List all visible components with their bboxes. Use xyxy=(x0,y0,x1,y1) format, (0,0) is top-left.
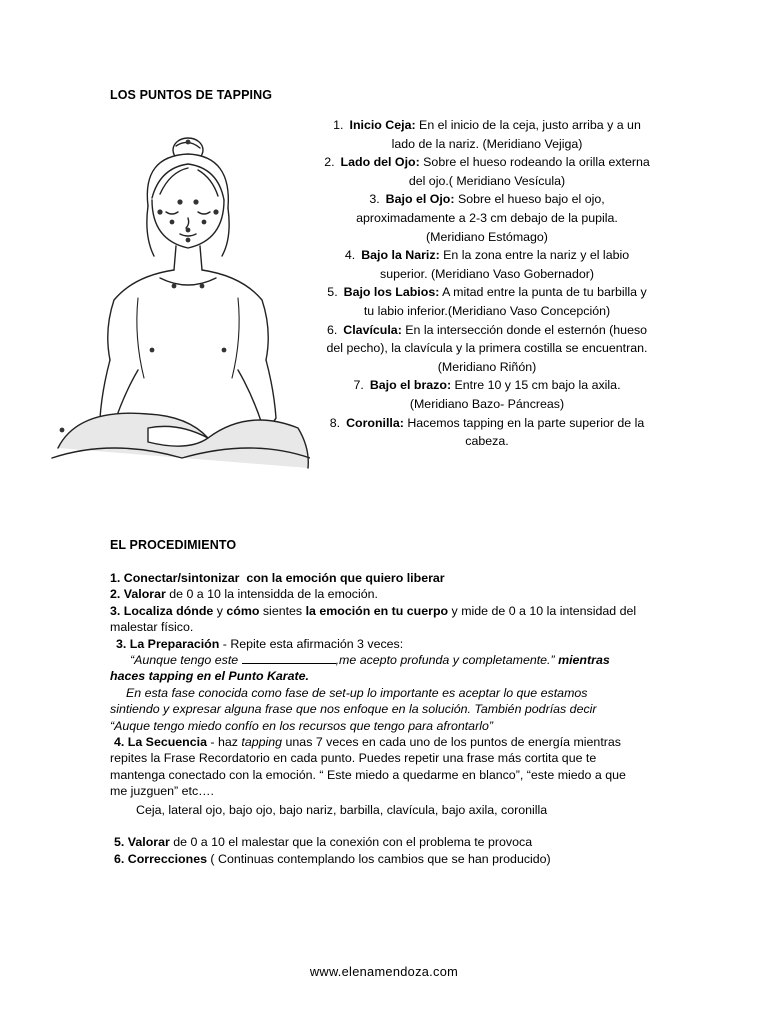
list-item: 5. Bajo los Labios: A mitad entre la punta de tu barbilla y tu labio inferior.(Meridiano Vaso Concepción) xyxy=(327,285,647,318)
list-item: 7. Bajo el brazo: Entre 10 y 15 cm bajo la axila. (Meridiano Bazo- Páncreas) xyxy=(353,378,621,411)
step-3-cont: malestar físico. xyxy=(110,620,194,635)
step-6: 6. Correcciones ( Continuas contemplando los cambios que se han producido) xyxy=(114,851,551,866)
list-item: 1. Inicio Ceja: En el inicio de la ceja, justo arriba y a un lado de la nariz. (Meridiano Vejiga) xyxy=(333,118,641,151)
meditating-woman-illustration xyxy=(48,128,310,478)
section-title-procedure: EL PROCEDIMIENTO xyxy=(110,538,237,552)
section-title-tapping-points: LOS PUNTOS DE TAPPING xyxy=(110,88,273,102)
step-5: 5. Valorar de 0 a 10 el malestar que la conexión con el problema te provoca xyxy=(114,835,533,850)
sequence-points: Ceja, lateral ojo, bajo ojo, bajo nariz, barbilla, clavícula, bajo axila, coronilla xyxy=(136,802,548,817)
setup-line-3: “Auque tengo miedo confío en los recursos que tengo para afrontarlo” xyxy=(110,718,493,733)
list-item: 2. Lado del Ojo: Sobre el hueso rodeando la orilla externa del ojo.( Meridiano Vesícula) xyxy=(324,155,650,188)
step-4-line-4: me juzguen” etc…. xyxy=(110,784,214,799)
step-4: 4. La Secuencia - haz tapping unas 7 veces en cada uno de los puntos de energía mientras xyxy=(114,735,621,750)
affirmation-quote: “Aunque tengo este ,me acepto profunda y completamente.” mientras xyxy=(130,653,610,668)
step-3: 3. Localiza dónde y cómo sientes la emoción en tu cuerpo y mide de 0 a 10 la intensidad del xyxy=(110,603,637,618)
list-item: 6. Clavícula: En la intersección donde el esternón (hueso del pecho), la clavícula y la primera costilla se encuentran. (Meridiano Riñón) xyxy=(326,322,648,374)
list-item: 8. Coronilla: Hacemos tapping en la parte superior de la cabeza. xyxy=(329,415,645,449)
list-item: 3. Bajo el Ojo: Sobre el hueso bajo el ojo, aproximadamente a 2-3 cm debajo de la pupila. (Meridiano Estómago) xyxy=(356,192,618,244)
step-3-preparation: 3. La Preparación - Repite esta afirmación 3 veces: xyxy=(116,636,404,651)
tapping-points-list xyxy=(312,116,662,451)
step-4-line-2: repites la Frase Recordatorio en cada punto. Puedes repetir una frase más cortita que te xyxy=(110,751,597,766)
step-2: 2. Valorar de 0 a 10 la intensidda de la emoción. xyxy=(110,587,378,602)
affirmation-quote-cont: haces tapping en el Punto Karate. xyxy=(110,669,309,684)
setup-line-2: sintiendo y expresar alguna frase que nos enfoque en la solución. También podrías decir xyxy=(110,702,597,717)
fill-in-blank xyxy=(242,652,336,664)
step-4-line-3: mantenga conectado con la emoción. “ Este miedo a quedarme en blanco”, “este miedo a que xyxy=(110,767,626,782)
footer-website: www.elenamendoza.com xyxy=(309,964,459,979)
step-1: 1. Conectar/sintonizar con la emoción que quiero liberar xyxy=(110,571,445,585)
list-item: 4. Bajo la Nariz: En la zona entre la nariz y el labio superior. (Meridiano Vaso Gobernador) xyxy=(344,248,630,281)
setup-line-1: En esta fase conocida como fase de set-up lo importante es aceptar lo que estamos xyxy=(126,685,588,700)
procedure-steps xyxy=(110,570,670,867)
